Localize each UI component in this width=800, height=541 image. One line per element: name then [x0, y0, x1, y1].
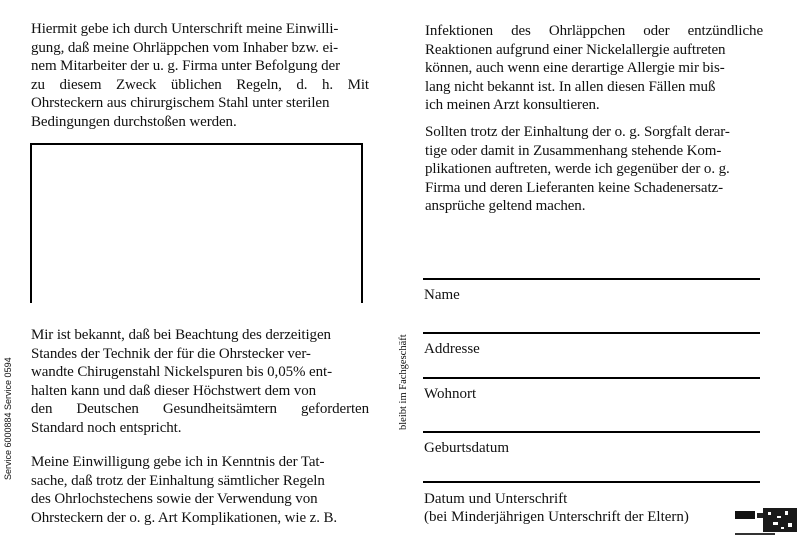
birthdate-field[interactable]	[423, 431, 760, 433]
text-line: plikationen auftreten, werde ich gegenüber der o. g.	[425, 161, 730, 178]
signature-label: Datum und Unterschrift	[424, 491, 568, 507]
city-label: Wohnort	[424, 386, 477, 402]
signature-note: (bei Minderjährigen Unterschrift der Eltern)	[424, 509, 689, 525]
text-line: halten kann und daß dieser Höchstwert dem von	[31, 382, 317, 399]
text-line: Sollten trotz der Einhaltung der o. g. Sorgfalt derar-	[425, 124, 730, 140]
text-line: können, auch wenn eine derartige Allergie mir bis-	[425, 60, 725, 77]
text-line: Infektionen des Ohrläppchen oder entzündliche	[425, 23, 763, 39]
infection-paragraph	[425, 22, 763, 115]
text-line: tige oder damit in Zusammenhang stehende Kom-	[425, 142, 722, 159]
text-line: nem Mitarbeiter der u. g. Firma unter Befolgung der	[31, 58, 340, 75]
text-line: Ohrsteckern der o. g. Art Komplikationen, wie z. B.	[31, 509, 338, 526]
text-line: Ohrsteckern aus chirurgischem Stahl unter sterilen	[31, 95, 330, 112]
text-line: ich meinen Arzt konsultieren.	[425, 97, 600, 114]
text-line: wandte Chirugenstahl Nickelspuren bis 0,05% ent-	[31, 364, 332, 381]
intro-paragraph	[31, 20, 369, 132]
text-line: Hiermit gebe ich durch Unterschrift meine Einwilli-	[31, 21, 339, 37]
text-line: Bedingungen durchstoßen werden.	[31, 113, 237, 130]
print-mark-icon	[735, 508, 797, 536]
city-field[interactable]	[423, 377, 760, 379]
text-line: Standes der Technik der für die Ohrstecker ver-	[31, 345, 311, 362]
text-line: Firma und deren Lieferanten keine Schadenersatz-	[425, 179, 723, 196]
text-line: sache, daß trotz der Einhaltung sämtlicher Regeln	[31, 472, 325, 489]
name-label: Name	[424, 287, 460, 303]
text-line: zu diesem Zweck üblichen Regeln, d. h. Mit	[31, 76, 369, 93]
stamp-box[interactable]	[30, 143, 363, 303]
waiver-paragraph	[425, 123, 763, 216]
text-line: Meine Einwilligung gebe ich in Kenntnis der Tat-	[31, 454, 325, 470]
text-line: Reaktionen aufgrund einer Nickelallergie auftreten	[425, 41, 726, 58]
side-note	[398, 334, 409, 430]
text-line: des Ohrlochstechens sowie der Verwendung von	[31, 491, 318, 508]
name-field[interactable]	[423, 278, 760, 280]
text-line: gung, daß meine Ohrläppchen vom Inhaber bzw. ei-	[31, 39, 339, 56]
birthdate-label: Geburtsdatum	[424, 440, 509, 456]
text-line: ansprüche geltend machen.	[425, 198, 586, 215]
text-line: den Deutschen Gesundheitsämtern geforderten	[31, 401, 369, 418]
side-print-code	[3, 330, 13, 480]
signature-field[interactable]	[423, 481, 760, 483]
text-line: lang nicht bekannt ist. In allen diesen Fällen muß	[425, 78, 716, 95]
consent-paragraph	[31, 453, 369, 527]
side-note-text: bleibt im Fachgeschäft	[398, 334, 409, 430]
text-line: Standard noch entspricht.	[31, 419, 182, 436]
side-print-code-text: Service 6000884 Service 0594	[3, 357, 13, 480]
text-line: Mir ist bekannt, daß bei Beachtung des derzeitigen	[31, 327, 331, 343]
address-label: Addresse	[424, 341, 480, 357]
nickel-paragraph	[31, 326, 369, 438]
address-field[interactable]	[423, 332, 760, 334]
